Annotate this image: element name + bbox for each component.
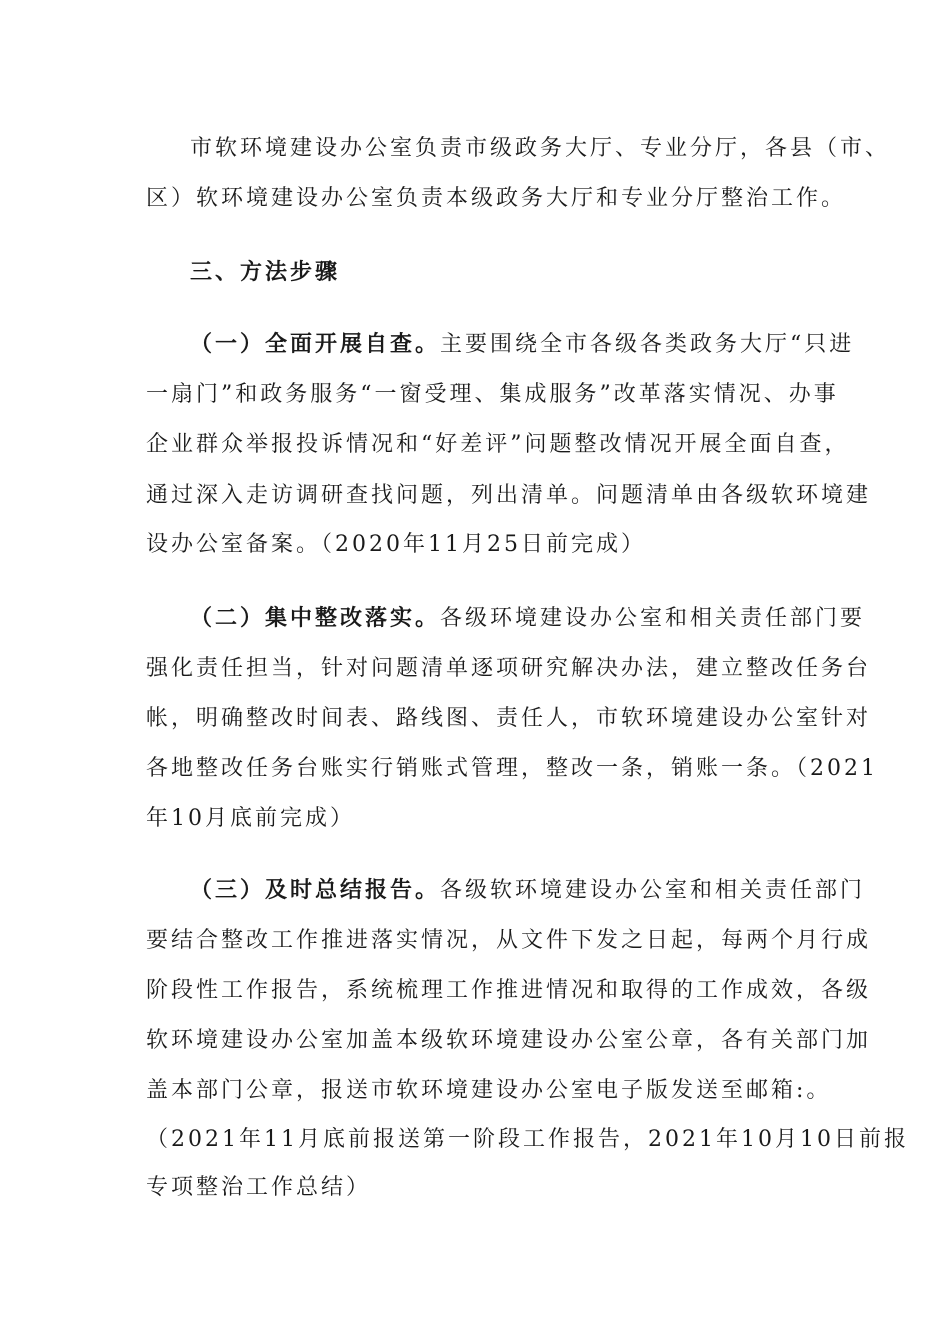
step3-line-6: （2021年11月底前报送第一阶段工作报告，2021年10月10日前报 (146, 1127, 909, 1152)
step2-line-2: 强化责任担当，针对问题清单逐项研究解决办法，建立整改任务台 (146, 656, 872, 681)
step3-line-3: 阶段性工作报告，系统梳理工作推进情况和取得的工作成效，各级 (146, 978, 872, 1003)
step1-title: （一）全面开展自查。 (190, 331, 441, 357)
step2-line-4: 各地整改任务台账实行销账式管理，整改一条，销账一条。（2021 (146, 756, 878, 781)
step1-first-line-text: 主要围绕全市各级各类政务大厅“只进 (440, 332, 855, 357)
step3-line-7: 专项整治工作总结） (146, 1175, 372, 1200)
intro-line-1: 市软环境建设办公室负责市级政务大厅、专业分厅，各县（市、 (190, 136, 891, 161)
step3-title: （三）及时总结报告。 (190, 877, 441, 903)
section-heading: 三、方法步骤 (190, 259, 341, 285)
step1-line-1 (0, 329, 950, 360)
step1-line-3: 企业群众举报投诉情况和“好差评”问题整改情况开展全面自查， (146, 432, 850, 457)
intro-line-2: 区）软环境建设办公室负责本级政务大厅和专业分厅整治工作。 (146, 186, 847, 211)
step2-first-line-text: 各级环境建设办公室和相关责任部门要 (440, 606, 866, 631)
step2-title: （二）集中整改落实。 (190, 605, 441, 631)
step1-line-4: 通过深入走访调研查找问题，列出清单。问题清单由各级软环境建 (146, 483, 872, 508)
step3-line-1 (0, 875, 950, 906)
step1-line-5: 设办公室备案。（2020年11月25日前完成） (146, 532, 646, 557)
step2-line-5: 年10月底前完成） (146, 806, 355, 831)
step3-line-4: 软环境建设办公室加盖本级软环境建设办公室公章，各有关部门加 (146, 1028, 872, 1053)
step2-line-1 (0, 603, 950, 634)
step3-first-line-text: 各级软环境建设办公室和相关责任部门 (440, 878, 866, 903)
step1-line-2: 一扇门”和政务服务“一窗受理、集成服务”改革落实情况、办事 (146, 382, 839, 407)
step3-line-2: 要结合整改工作推进落实情况，从文件下发之日起，每两个月行成 (146, 928, 872, 953)
step3-line-5: 盖本部门公章，报送市软环境建设办公室电子版发送至邮箱:。 (146, 1078, 832, 1103)
step2-line-3: 帐，明确整改时间表、路线图、责任人，市软环境建设办公室针对 (146, 706, 872, 731)
